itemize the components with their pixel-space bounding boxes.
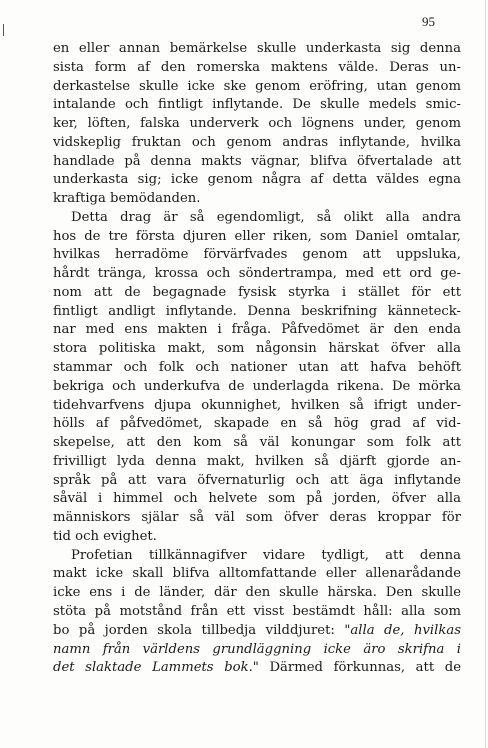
text-line: Profetian tillkännagifver vidare tydligt, att denna — [71, 547, 461, 563]
text-line: hölls af påfvedömet, skapade en så hög grad af vid- — [53, 416, 461, 432]
page-number: 95 — [422, 14, 435, 29]
text-line: tid och evighet. — [53, 528, 157, 544]
text-body — [53, 40, 461, 678]
text-line: ker, löften, falska underverk och lögnens under, genom — [53, 116, 461, 132]
text-line: stöta på motstånd från ett visst bestämdt håll: alla som — [53, 603, 461, 619]
page-right-edge — [485, 0, 486, 748]
text-line: hvilkas herradöme förvärfvades genom att uppsluka, — [53, 247, 461, 263]
text-line: icke ens i de länder, där den skulle härska. Den skulle — [53, 585, 461, 601]
text-line: namn från världens grundläggning icke äro skrifna i — [53, 641, 461, 657]
text-line: språk på att vara öfvernaturlig och att äga inflytande — [53, 472, 461, 488]
text-line: hårdt tränga, krossa och söndertrampa, med ett ord ge- — [53, 266, 461, 282]
text-line: en eller annan bemärkelse skulle underkasta sig denna — [53, 41, 461, 56]
text-line: tidehvarfvens djupa okunnighet, hvilken så ifrigt under- — [53, 397, 461, 413]
text-line: stammar och folk och nationer utan att hafva behöft — [53, 360, 461, 376]
text-line: nom att de begagnade fysisk styrka i stället för ett — [53, 284, 461, 300]
text-line: underkasta sig; icke genom några af detta väldes egna — [53, 172, 461, 188]
text-line: kraftiga bemödanden. — [53, 191, 201, 207]
quoted-text: det slaktade Lammets bok." — [53, 660, 259, 676]
text-line: fintligt andligt inflytande. Denna beskrifning känneteck- — [53, 303, 461, 319]
text-line: hos de tre första djuren eller riken, som Daniel omtalar, — [53, 228, 461, 244]
text-line: bo på jorden skola tillbedja vilddjuret: "alla de, hvilkas — [53, 622, 461, 638]
text-line: frivilligt lyda denna makt, hvilken så djärft gjorde an- — [53, 453, 461, 469]
text-line: skepelse, att den kom så väl konungar som folk att — [53, 435, 461, 451]
text-line: makt icke skall blifva alltomfattande eller allenarådande — [53, 566, 461, 582]
text-line: vidskeplig fruktan och genom andras inflytande, hvilka — [53, 134, 461, 150]
text-line: handlade på denna makts vägnar, blifva öfvertalade att — [53, 153, 461, 169]
text-line: människors själar så väl som öfver deras kroppar för — [53, 510, 461, 526]
text-line: sista form af den romerska maktens välde. Deras un- — [53, 59, 461, 75]
text-line: derkastelse skulle icke ske genom eröfring, utan genom — [53, 78, 461, 94]
page-edge-mark — [3, 24, 4, 36]
text-line: såväl i himmel och helvete som på jorden, öfver alla — [53, 491, 461, 507]
text-line: bekriga och underkufva de underlagda rikena. De mörka — [53, 378, 461, 394]
text-line: Detta drag är så egendomligt, så olikt alla andra — [71, 209, 461, 225]
text-line: intalande och fintligt inflytande. De skulle medels smic- — [53, 97, 461, 113]
text-line: stora politiska makt, som någonsin härskat öfver alla — [53, 341, 461, 357]
text-line: nar med ens makten i fråga. Påfvedömet är den enda — [53, 322, 461, 338]
text-line: det slaktade Lammets bok." Därmed förkunnas, att de — [53, 660, 462, 676]
quoted-text: "alla de, hvilkas — [344, 622, 461, 638]
